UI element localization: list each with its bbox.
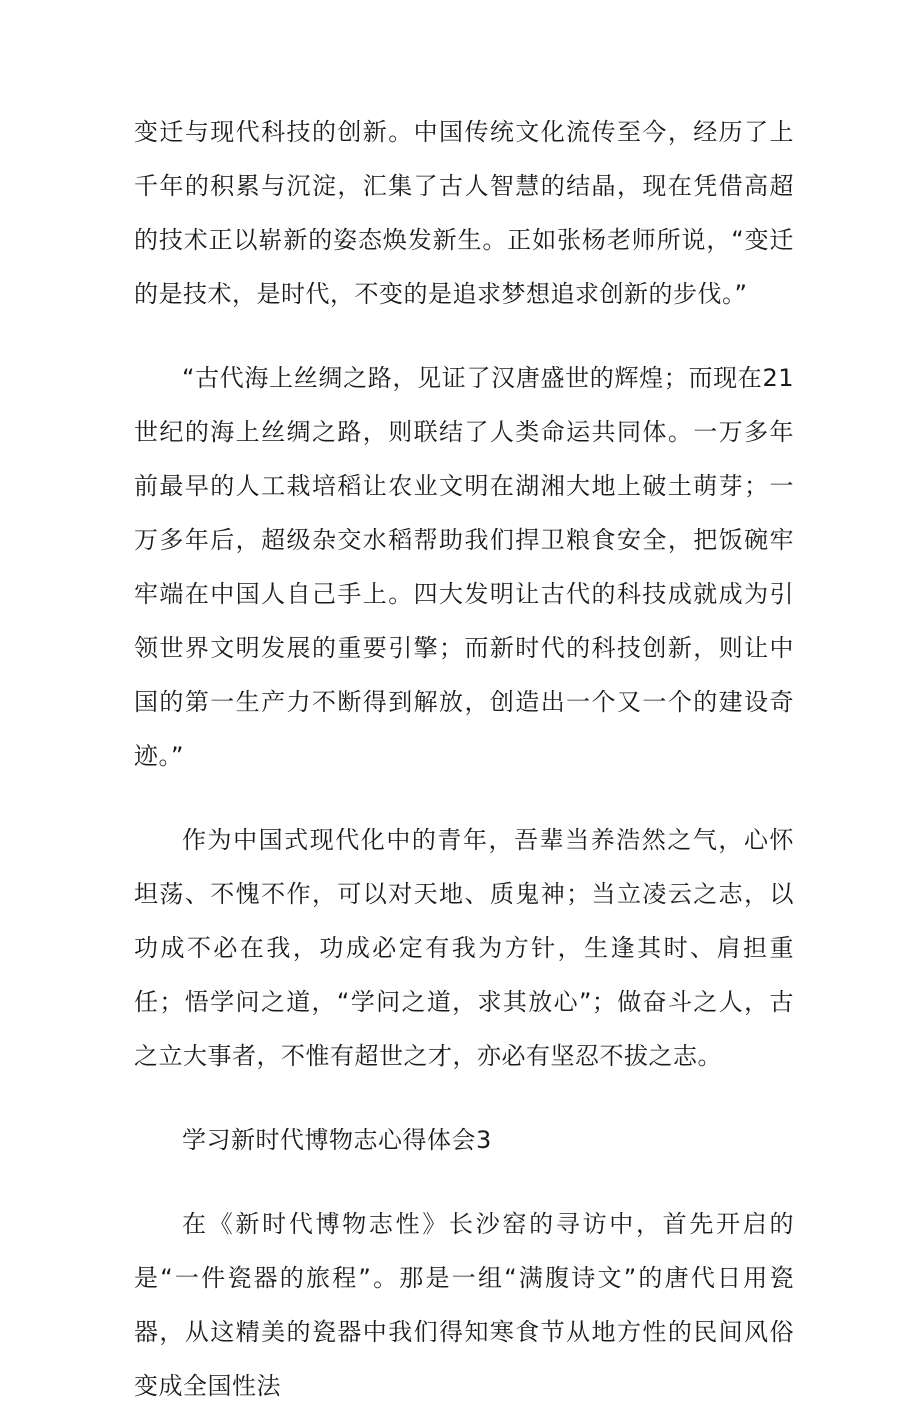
- paragraph-changsha-kiln: 在《新时代博物志性》长沙窑的寻访中，首先开启的是“一件瓷器的旅程”。那是一组“满腹诗文”的唐代日用瓷器，从这精美的瓷器中我们得知寒食节从地方性的民间风俗变成全国性法: [134, 1210, 794, 1400]
- section-heading: 学习新时代博物志心得体会3: [182, 1126, 492, 1154]
- paragraph-youth: 作为中国式现代化中的青年，吾辈当养浩然之气，心怀坦荡、不愧不作，可以对天地、质鬼神；当立凌云之志，以功成不必在我，功成必定有我为方针，生逢其时、肩担重任；悟学问之道，“学问之道，求其放心”；做奋斗之人，古之立大事者，不惟有超世之才，亦必有坚忍不拔之志。: [134, 826, 794, 1070]
- paragraph-silk-road: “古代海上丝绸之路，见证了汉唐盛世的辉煌；而现在21世纪的海上丝绸之路，则联结了人类命运共同体。一万多年前最早的人工栽培稻让农业文明在湖湘大地上破土萌芽；一万多年后，超级杂交水稻帮助我们捍卫粮食安全，把饭碗牢牢端在中国人自己手上。四大发明让古代的科技成就成为引领世界文明发展的重要引擎；而新时代的科技创新，则让中国的第一生产力不断得到解放，创造出一个又一个的建设奇迹。”: [134, 364, 794, 770]
- paragraph-continuation: 变迁与现代科技的创新。中国传统文化流传至今，经历了上千年的积累与沉淀，汇集了古人智慧的结晶，现在凭借高超的技术正以崭新的姿态焕发新生。正如张杨老师所说，“变迁的是技术，是时代，不变的是追求梦想追求创新的步伐。”: [134, 118, 794, 308]
- document-body: [134, 105, 794, 1413]
